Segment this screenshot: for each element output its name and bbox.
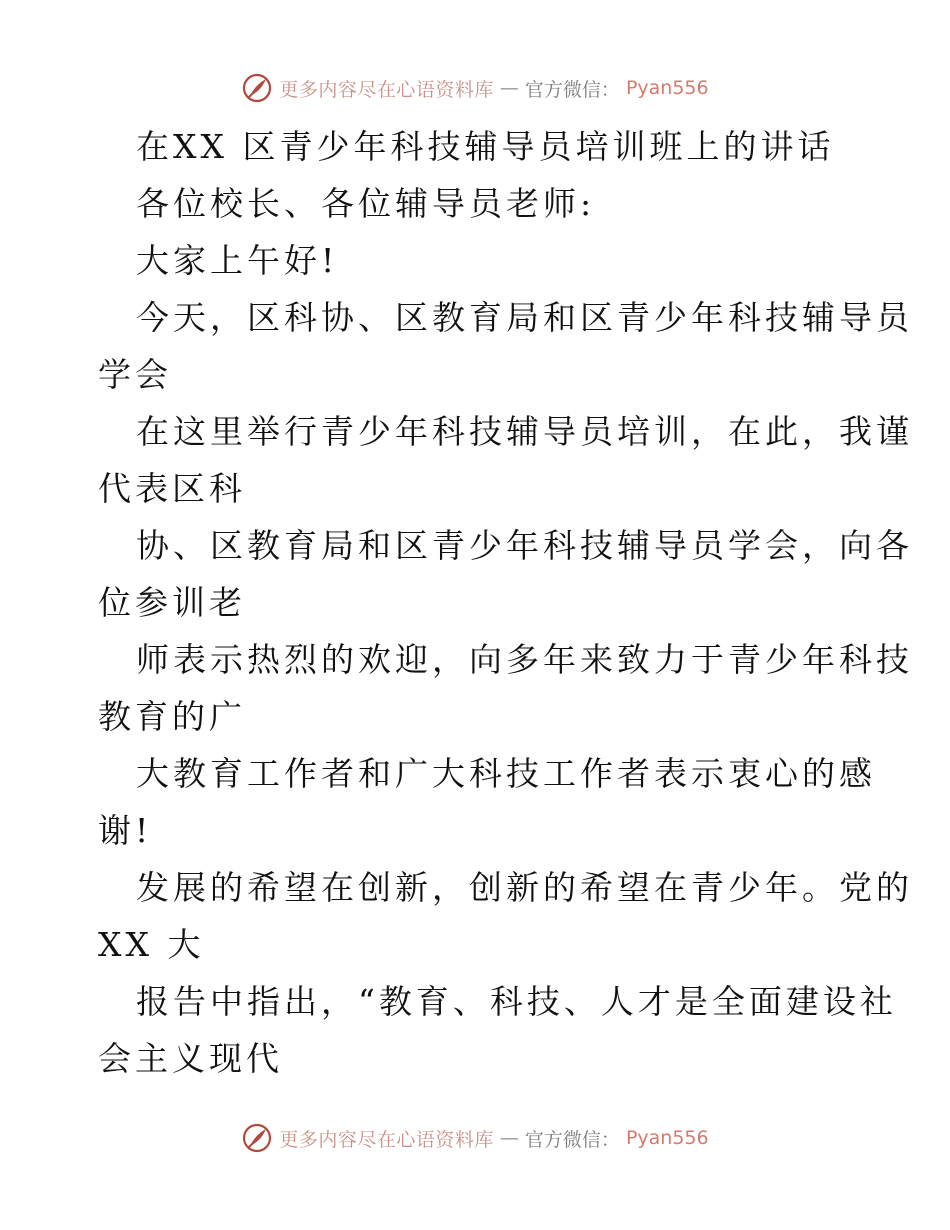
paragraph-line: 谢!: [98, 811, 153, 850]
paragraph-line: 大教育工作者和广大科技工作者表示衷心的感: [136, 754, 876, 793]
watermark-dash: —: [499, 77, 519, 99]
paragraph-line: 大家上午好!: [136, 241, 339, 280]
watermark-wechat-id: Pyan556: [625, 1127, 709, 1149]
watermark-wechat-id: Pyan556: [625, 77, 709, 99]
paragraph-line: 代表区科: [98, 469, 246, 508]
paragraph-line: 报告中指出，“教育、科技、人才是全面建设社: [136, 982, 897, 1021]
paragraph-line: 学会: [98, 355, 172, 394]
paragraph-line: 位参训老: [98, 583, 246, 622]
watermark-dash: —: [499, 1127, 519, 1149]
document-body: [98, 118, 913, 1087]
watermark-header: [0, 68, 950, 108]
paragraph-line: XX 大: [98, 925, 205, 964]
paragraph-line: 各位校长、各位辅导员老师:: [136, 184, 596, 223]
watermark-wechat-label: 官方微信：: [524, 1128, 620, 1151]
quill-pen-logo-icon: [241, 72, 273, 104]
paragraph-line: 发展的希望在创新，创新的希望在青少年。党的: [136, 868, 913, 907]
watermark-text: 更多内容尽在心语资料库: [279, 78, 494, 101]
paragraph-line: 师表示热烈的欢迎，向多年来致力于青少年科技: [136, 640, 913, 679]
paragraph-line: 协、区教育局和区青少年科技辅导员学会，向各: [136, 526, 913, 565]
paragraph-line: 在这里举行青少年科技辅导员培训，在此，我谨: [136, 412, 913, 451]
watermark-wechat-label: 官方微信：: [524, 78, 620, 101]
quill-pen-logo-icon: [241, 1122, 273, 1154]
watermark-text: 更多内容尽在心语资料库: [279, 1128, 494, 1151]
paragraph-line: 今天，区科协、区教育局和区青少年科技辅导员: [136, 298, 913, 337]
paragraph-line: 会主义现代: [98, 1039, 283, 1078]
watermark-footer: [0, 1118, 950, 1158]
document-title: 在XX 区青少年科技辅导员培训班上的讲话: [136, 127, 835, 166]
paragraph-line: 教育的广: [98, 697, 246, 736]
